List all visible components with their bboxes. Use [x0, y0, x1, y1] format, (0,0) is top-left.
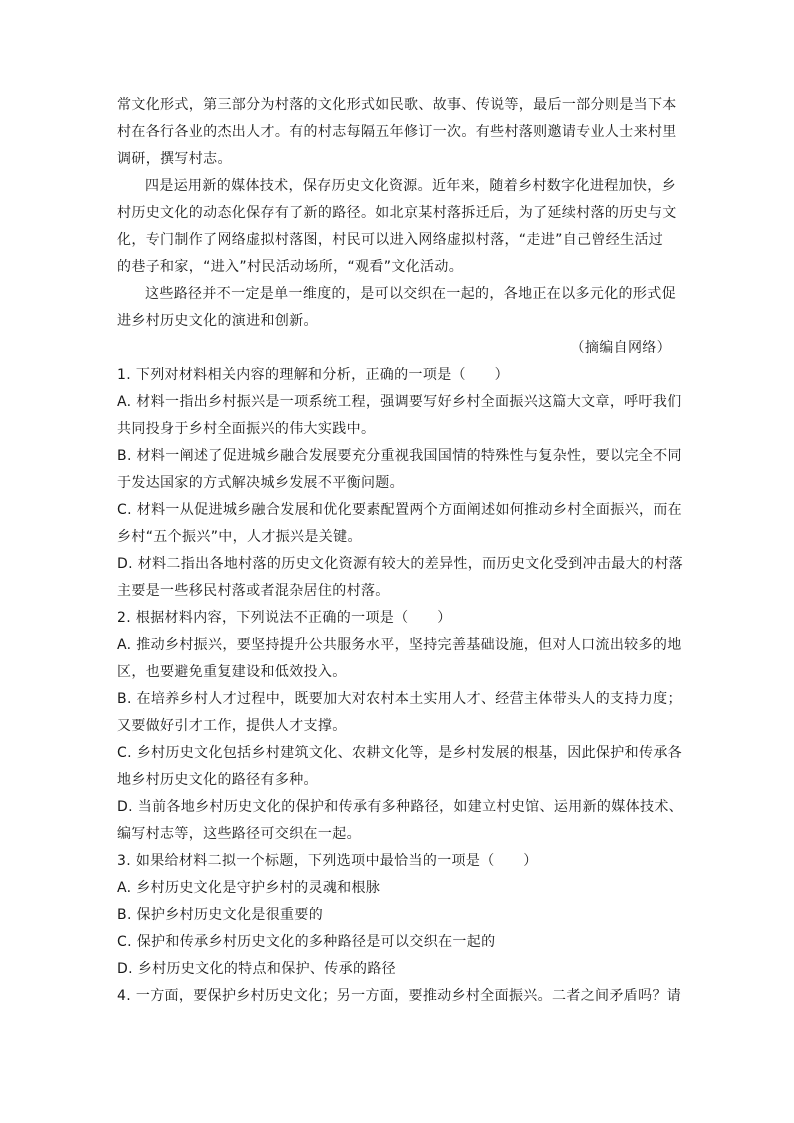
question-3: 3. 如果给材料二拟一个标题，下列选项中最恰当的一项是（ ）	[117, 853, 538, 869]
question-2: 2. 根据材料内容，下列说法不正确的一项是（ ）	[117, 610, 452, 626]
text-line: 主要是一些移民村落或者混杂居住的村落。	[117, 583, 390, 599]
text-line: 地乡村历史文化的路径有多种。	[117, 772, 318, 788]
document-page	[117, 92, 684, 1010]
question-2-option-b: B. 在培养乡村人才过程中，既要加大对农村本土实用人才、经营主体带头人的支持力度；	[117, 691, 682, 707]
text-line: 于发达国家的方式解决城乡发展不平衡问题。	[117, 475, 404, 491]
text-line: 村历史文化的动态化保存有了新的路径。如北京某村落拆迁后，为了延续村落的历史与文	[117, 205, 677, 221]
question-3-option-a: A. 乡村历史文化是守护乡村的灵魂和根脉	[117, 880, 381, 896]
paragraph-first-line: 四是运用新的媒体技术，保存历史文化资源。近年来，随着乡村数字化进程加快，乡	[145, 178, 676, 194]
text-line: 的巷子和家，“进入”村民活动场所，“观看”文化活动。	[117, 259, 464, 275]
question-1-option-c: C. 材料一从促进城乡融合发展和优化要素配置两个方面阐述如何推动乡村全面振兴，而在	[117, 502, 683, 518]
question-1: 1. 下列对材料相关内容的理解和分析，正确的一项是（ ）	[117, 367, 509, 383]
text-line: 又要做好引才工作，提供人才支撑。	[117, 718, 347, 734]
question-2-option-a: A. 推动乡村振兴，要坚持提升公共服务水平，坚持完善基础设施，但对人口流出较多的地	[117, 637, 682, 653]
paragraph-first-line: 这些路径并不一定是单一维度的，是可以交织在一起的，各地正在以多元化的形式促	[145, 286, 676, 302]
question-2-option-d: D. 当前各地乡村历史文化的保护和传承有多种路径，如建立村史馆、运用新的媒体技术、	[117, 799, 684, 815]
question-3-option-d: D. 乡村历史文化的特点和保护、传承的路径	[117, 961, 397, 977]
text-line: 区，也要避免重复建设和低效投入。	[117, 664, 347, 680]
question-1-option-a: A. 材料一指出乡村振兴是一项系统工程，强调要写好乡村全面振兴这篇大文章，呼吁我们	[117, 394, 682, 410]
text-line: 化，专门制作了网络虚拟村落图，村民可以进入网络虚拟村落，“走进”自己曾经生活过	[117, 232, 664, 248]
text-line: 乡村“五个振兴”中，人才振兴是关键。	[117, 529, 362, 545]
text-line: 调研，撰写村志。	[117, 151, 232, 167]
question-3-option-c: C. 保护和传承乡村历史文化的多种路径是可以交织在一起的	[117, 934, 496, 950]
text-line: 常文化形式，第三部分为村落的文化形式如民歌、故事、传说等，最后一部分则是当下本	[117, 97, 677, 113]
question-3-option-b: B. 保护乡村历史文化是很重要的	[117, 907, 324, 923]
text-line: 村在各行各业的杰出人才。有的村志每隔五年修订一次。有些村落则邀请专业人士来村里	[117, 124, 677, 140]
question-2-option-c: C. 乡村历史文化包括乡村建筑文化、农耕文化等，是乡村发展的根基，因此保护和传承各	[117, 745, 683, 761]
question-1-option-d: D. 材料二指出各地村落的历史文化资源有较大的差异性，而历史文化受到冲击最大的村落	[117, 556, 684, 572]
text-line: 编写村志等，这些路径可交织在一起。	[117, 826, 361, 842]
source-attribution: （摘编自网络）	[570, 340, 671, 356]
question-1-option-b: B. 材料一阐述了促进城乡融合发展要充分重视我国国情的特殊性与复杂性，要以完全不同	[117, 448, 682, 464]
question-4: 4. 一方面，要保护乡村历史文化；另一方面，要推动乡村全面振兴。二者之间矛盾吗？请	[117, 988, 682, 1004]
text-line: 进乡村历史文化的演进和创新。	[117, 313, 318, 329]
text-line: 共同投身于乡村全面振兴的伟大实践中。	[117, 421, 376, 437]
